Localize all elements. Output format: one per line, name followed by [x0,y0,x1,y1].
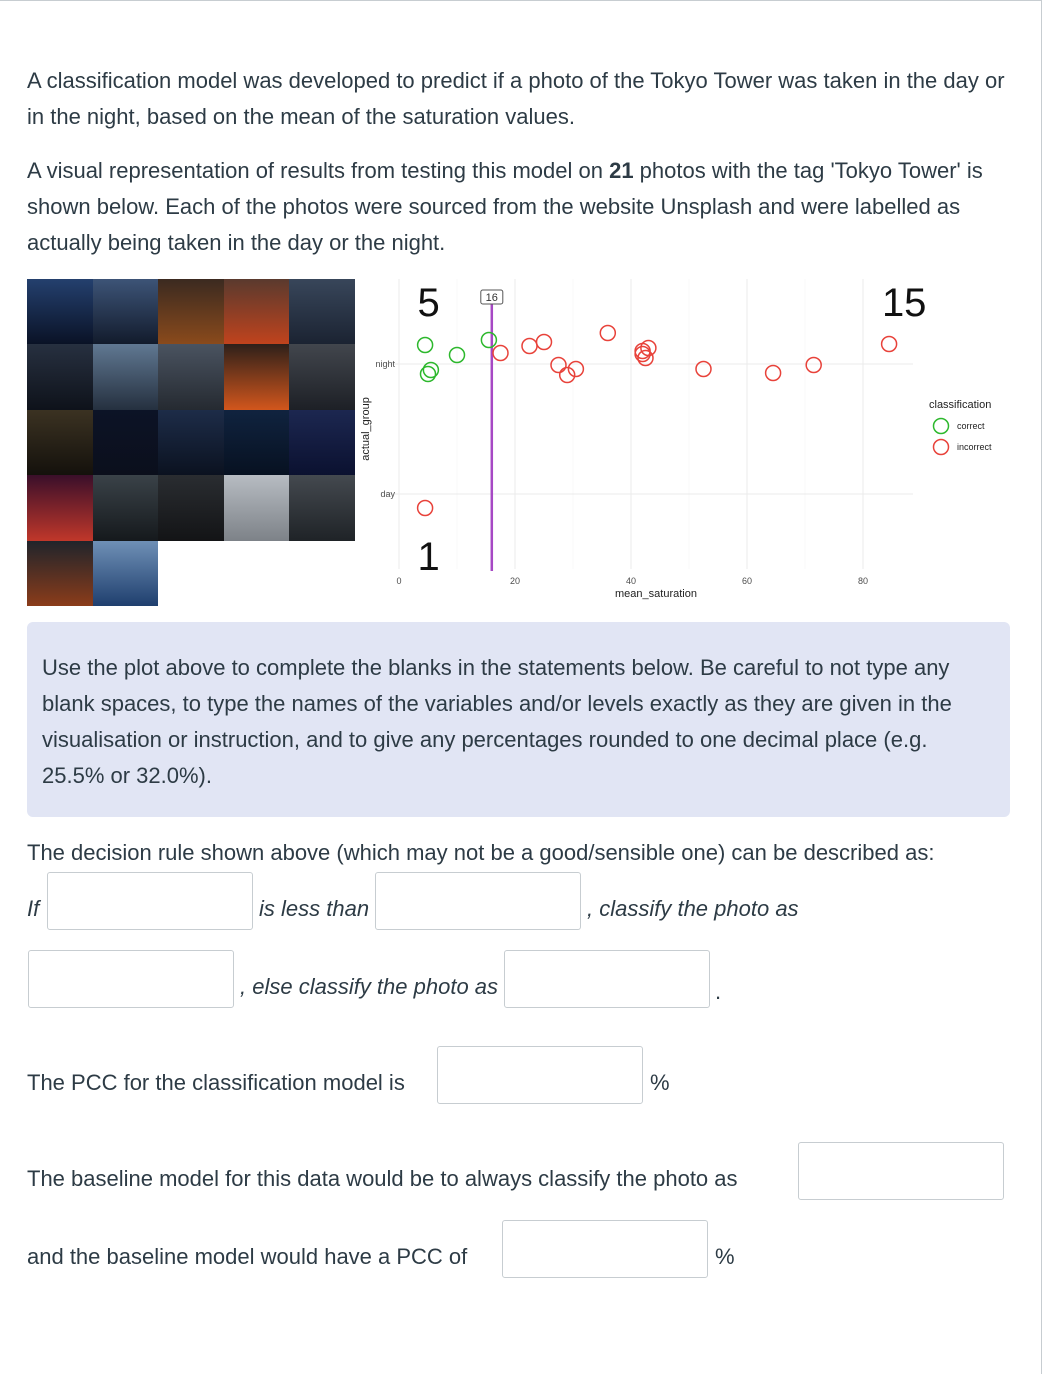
intro-p2-text-b: photos with the tag 'Tokyo Tower' is shown below. Each of the photos were sourced from the website Unsplash and were labelled as actually being taken in the day or the night. [27,158,983,255]
pcc-percent-sign: % [650,1070,670,1095]
photo-thumbnail [224,475,290,540]
photo-thumbnail [27,410,93,475]
baseline-pcc-label: and the baseline model would have a PCC of [27,1244,468,1269]
photo-thumbnail [224,279,290,344]
data-point-correct [418,338,433,353]
data-point-incorrect [641,341,656,356]
data-point-correct [421,367,436,382]
photo-thumbnail [224,410,290,475]
rule-intro-text: The decision rule shown above (which may not be a good/sensible one) can be described as: [27,840,935,865]
photo-thumbnail [289,344,355,409]
legend-key-incorrect [934,440,949,455]
pcc-label: The PCC for the classification model is [27,1070,405,1095]
photo-thumbnail [27,279,93,344]
rule-variable-input[interactable] [47,872,253,930]
photo-thumbnail [224,344,290,409]
photo-thumbnail [289,279,355,344]
saturation-scatter-plot [355,279,1010,614]
data-point-correct [481,333,496,348]
photo-thumbnail [93,410,159,475]
photo-thumbnail [93,279,159,344]
photo-thumbnail [27,541,93,606]
pcc-input[interactable] [437,1046,643,1104]
x-tick-label: 0 [396,576,402,586]
rule-period: . [715,979,722,1004]
data-point-incorrect [551,358,566,373]
x-tick-label: 60 [741,576,753,586]
y-tick-label-day: day [380,489,395,499]
photo-count: 21 [609,158,634,183]
baseline-class-input[interactable] [798,1142,1004,1200]
rule-class-else-input[interactable] [504,950,710,1008]
photo-thumbnail [27,344,93,409]
legend-key-correct [934,419,949,434]
rule-threshold-input[interactable] [375,872,581,930]
else-label: , else classify the photo as [240,974,499,999]
x-tick-label: 20 [509,576,521,586]
photo-thumbnail [289,475,355,540]
data-point-incorrect [882,337,897,352]
frame-top-border [0,0,1042,1]
count-annotation: 15 [881,281,927,325]
photo-mosaic [27,279,355,606]
photo-thumbnail [93,475,159,540]
x-tick-label: 40 [625,576,637,586]
data-point-incorrect [766,366,781,381]
photo-thumbnail [158,475,224,540]
photo-thumbnail [93,541,159,606]
instructions-box [27,622,1010,817]
threshold-label: 16 [485,292,498,304]
legend-label-correct: correct [957,421,985,431]
x-axis-title: mean_saturation [615,588,697,600]
less-than-label: is less than [259,896,370,921]
data-point-incorrect [806,358,821,373]
baseline-label: The baseline model for this data would be to always classify the photo as [27,1166,738,1191]
baseline-percent-sign: % [715,1244,735,1269]
y-tick-label-night: night [375,359,395,369]
if-label: If [27,896,40,921]
x-tick-label: 80 [857,576,869,586]
instructions-text: Use the plot above to complete the blanks in the statements below. Be careful to not type any blank spaces, to type the names of the variables and/or levels exactly as they are given in the visualisation or instruction, and to give any percentages rounded to one decimal place (e.g. 25.5% or 32.0%). [42,655,952,788]
baseline-pcc-input[interactable] [502,1220,708,1278]
photo-thumbnail [158,344,224,409]
photo-thumbnail [93,344,159,409]
rule-class-if-input[interactable] [28,950,234,1008]
data-point-incorrect [493,346,508,361]
count-annotation: 5 [417,281,440,325]
photo-thumbnail [158,410,224,475]
data-point-incorrect [522,339,537,354]
classify-label: , classify the photo as [587,896,799,921]
y-axis-title: actual_group [360,397,372,461]
photo-thumbnail [289,410,355,475]
intro-p2-text-a: A visual representation of results from testing this model on [27,158,610,183]
count-annotation: 1 [417,535,440,579]
legend-label-incorrect: incorrect [957,442,992,452]
intro-paragraph-1: A classification model was developed to predict if a photo of the Tokyo Tower was taken in the day or in the night, based on the mean of the saturation values. [27,68,1005,129]
photo-thumbnail [158,279,224,344]
data-point-incorrect [537,335,552,350]
legend-title: classification [929,399,992,411]
photo-thumbnail [27,475,93,540]
data-point-incorrect [418,501,433,516]
data-point-incorrect [600,326,615,341]
intro-paragraph-2 [27,153,1007,261]
